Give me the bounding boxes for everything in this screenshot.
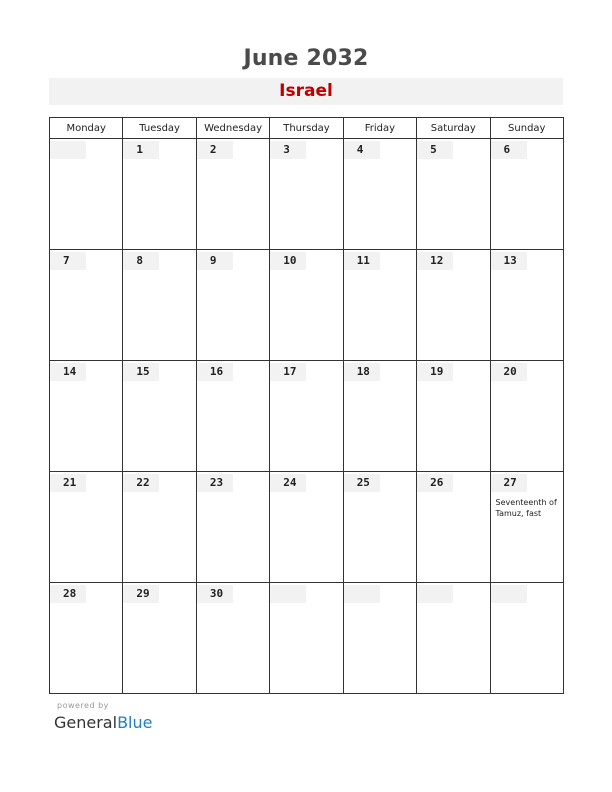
week-row <box>50 583 564 694</box>
day-cell <box>123 472 196 583</box>
day-cell <box>343 472 416 583</box>
weekday-friday: Friday <box>343 118 416 139</box>
day-cell <box>50 250 123 361</box>
day-number <box>344 363 380 381</box>
page-title: June 2032 <box>243 46 369 71</box>
day-number-label: 28 <box>63 587 77 600</box>
day-number-label: 25 <box>356 476 370 489</box>
day-number <box>197 585 233 603</box>
day-number <box>123 474 159 492</box>
day-cell <box>270 250 343 361</box>
day-cell <box>50 583 123 694</box>
day-number <box>123 585 159 603</box>
day-number-label: 26 <box>430 476 444 489</box>
day-cell <box>417 139 490 250</box>
weekday-tuesday: Tuesday <box>123 118 196 139</box>
day-number <box>197 363 233 381</box>
day-number-label: 22 <box>136 476 150 489</box>
calendar-grid <box>49 117 564 694</box>
day-cell <box>343 361 416 472</box>
day-number-label: 3 <box>283 143 290 156</box>
day-cell <box>270 361 343 472</box>
day-number-label: 14 <box>63 365 77 378</box>
day-number-label: 8 <box>136 254 144 267</box>
day-number-label: 21 <box>63 476 77 489</box>
day-cell <box>196 583 269 694</box>
day-cell <box>196 472 269 583</box>
day-cell <box>417 472 490 583</box>
day-number-label: 9 <box>209 254 217 267</box>
day-number <box>417 474 453 492</box>
day-number <box>270 252 306 270</box>
day-cell <box>123 583 196 694</box>
day-cell <box>196 361 269 472</box>
day-number-label: 23 <box>209 476 224 489</box>
day-cell <box>123 361 196 472</box>
day-number <box>50 474 86 492</box>
day-number-label: 13 <box>503 254 517 267</box>
week-row <box>50 250 564 361</box>
day-cell <box>123 139 196 250</box>
day-cell <box>343 139 416 250</box>
day-number <box>197 474 233 492</box>
day-number <box>491 363 527 381</box>
day-number <box>50 141 86 159</box>
weekday-wednesday: Wednesday <box>196 118 269 139</box>
day-number <box>270 363 306 381</box>
day-cell <box>270 583 343 694</box>
day-number <box>270 585 306 603</box>
weekday-sunday: Sunday <box>490 118 563 139</box>
weekday-saturday: Saturday <box>417 118 490 139</box>
day-number <box>270 474 306 492</box>
country-banner <box>49 78 563 105</box>
day-number-label: 1 <box>136 143 144 156</box>
day-number <box>50 252 86 270</box>
day-cell <box>490 583 563 694</box>
country-name: Israel <box>279 81 333 101</box>
day-number <box>50 363 86 381</box>
day-cell <box>50 361 123 472</box>
day-number-label: 10 <box>283 254 297 267</box>
day-number <box>491 585 527 603</box>
weekday-header-row <box>50 118 564 139</box>
day-number-label: 2 <box>209 143 217 156</box>
day-number <box>417 585 453 603</box>
day-number <box>491 474 527 492</box>
day-number-label: 30 <box>209 587 224 600</box>
day-number-label: 7 <box>63 254 70 267</box>
day-number <box>491 252 527 270</box>
day-number-label: 27 <box>503 476 517 489</box>
weekday-thursday: Thursday <box>270 118 343 139</box>
day-number-label: 6 <box>503 143 511 156</box>
day-number <box>197 141 233 159</box>
day-number <box>123 252 159 270</box>
day-cell <box>417 250 490 361</box>
day-number-label: 29 <box>136 587 150 600</box>
powered-by-text: powered by <box>57 701 109 710</box>
day-number-label: 16 <box>209 365 224 378</box>
day-number <box>344 141 380 159</box>
generalblue-logo <box>54 713 152 732</box>
day-number <box>417 141 453 159</box>
day-number <box>344 585 380 603</box>
day-cell <box>123 250 196 361</box>
day-number-label: 5 <box>430 143 437 156</box>
day-number <box>344 252 380 270</box>
day-number <box>197 252 233 270</box>
day-number-label: 11 <box>356 254 370 267</box>
day-number <box>50 585 86 603</box>
day-number-label: 19 <box>430 365 444 378</box>
day-number <box>270 141 306 159</box>
day-number-label: 17 <box>283 365 297 378</box>
day-number-label: 18 <box>356 365 370 378</box>
day-number <box>491 141 527 159</box>
day-cell <box>270 139 343 250</box>
day-number <box>123 141 159 159</box>
day-cell <box>196 139 269 250</box>
weekday-monday: Monday <box>50 118 123 139</box>
day-cell <box>50 139 123 250</box>
day-cell <box>417 583 490 694</box>
day-cell <box>196 250 269 361</box>
day-cell <box>490 139 563 250</box>
day-cell <box>490 472 563 583</box>
day-number <box>417 363 453 381</box>
day-cell <box>417 361 490 472</box>
week-row <box>50 361 564 472</box>
day-cell <box>50 472 123 583</box>
brand-blue: Blue <box>117 713 153 732</box>
day-cell <box>343 583 416 694</box>
day-number <box>344 474 380 492</box>
day-number-label: 15 <box>136 365 150 378</box>
day-number <box>417 252 453 270</box>
day-number-label: 12 <box>430 254 444 267</box>
day-number-label: 24 <box>283 476 297 489</box>
day-number <box>123 363 159 381</box>
week-row <box>50 139 564 250</box>
brand-general: General <box>54 713 118 732</box>
day-number-label: 4 <box>356 143 364 156</box>
day-cell <box>270 472 343 583</box>
day-number-label: 20 <box>503 365 517 378</box>
holiday-label: Seventeenth of Tamuz, fast <box>495 498 557 518</box>
day-cell <box>343 250 416 361</box>
day-cell <box>490 250 563 361</box>
week-row <box>50 472 564 583</box>
day-cell <box>490 361 563 472</box>
